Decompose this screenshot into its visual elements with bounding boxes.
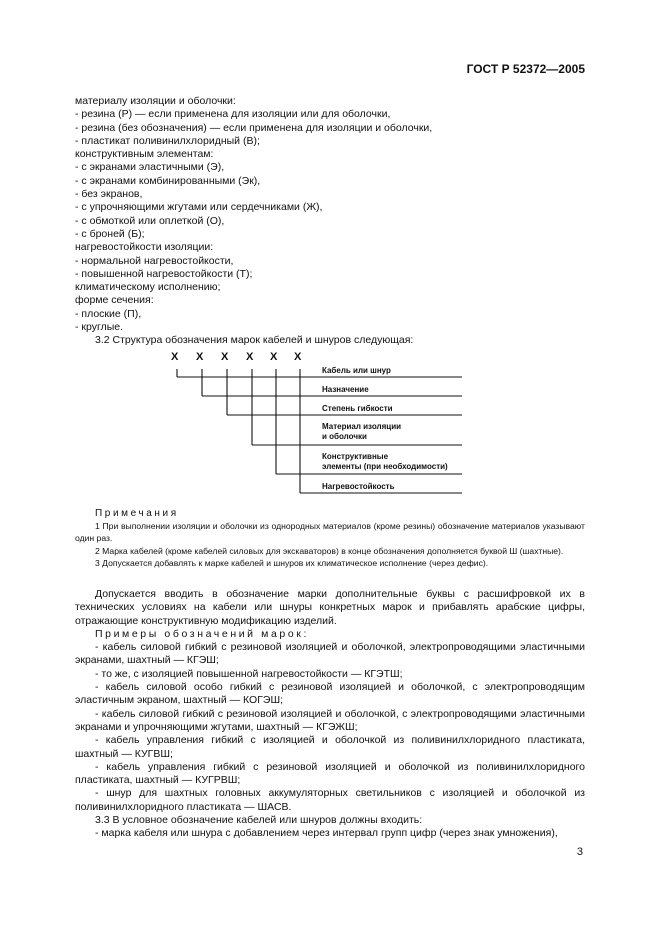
label-purpose: Назначение bbox=[322, 385, 369, 394]
list-line: - пластикат поливинилхлоридный (В); bbox=[75, 134, 260, 147]
document-code: ГОСТ Р 52372—2005 bbox=[466, 62, 585, 76]
list-line: конструктивным элементам: bbox=[75, 148, 214, 161]
list-line: - круглые. bbox=[75, 321, 124, 334]
example-item: - шнур для шахтных головных аккумуляторных светильников с изоляцией и оболочкой из поливинилхлоридного пластиката — ШАСВ. bbox=[75, 787, 585, 813]
label-flexibility: Степень гибкости bbox=[322, 404, 393, 413]
list-line: - плоские (П), bbox=[75, 307, 142, 320]
label-insulation-material: Материал изоляции и оболочки bbox=[322, 422, 402, 441]
note-item: 1 При выполнении изоляции и оболочки из однородных материалов (кроме резины) обозначение материалов указывают один раз. bbox=[75, 521, 585, 544]
list-line: нагревостойкости изоляции: bbox=[75, 241, 214, 254]
list-line: - нормальной нагревостойкости, bbox=[75, 254, 234, 267]
symbol-x: X bbox=[294, 351, 302, 363]
note-item: 2 Марка кабелей (кроме кабелей силовых для экскаваторов) в конце обозначения дополняется буквой Ш (шахтные). bbox=[95, 545, 564, 556]
notes-title: Примечания bbox=[95, 508, 179, 519]
symbol-x: X bbox=[221, 351, 229, 363]
additional-letters-paragraph: Допускается вводить в обозначение марки дополнительные буквы с расшифровкой их в технических условиях на кабели или шнуры конкретных марок и прибавлять арабские цифры, отражающие конструктивную модификацию изделий. bbox=[75, 588, 585, 627]
list-line: - с обмоткой или оплеткой (О), bbox=[75, 214, 225, 227]
section-3-3-heading: 3.3 В условное обозначение кабелей или шнуров должны входить: bbox=[95, 814, 423, 827]
list-line: форме сечения: bbox=[75, 294, 154, 307]
list-line: - резина (Р) — если применена для изоляции или для оболочки, bbox=[75, 108, 391, 121]
label-construction-elements: Конструктивные элементы (при необходимости) bbox=[322, 452, 448, 471]
section-3-3-item: - марка кабеля или шнура с добавлением через интервал групп цифр (через знак умножения), bbox=[95, 827, 558, 840]
section-3-2-heading: 3.2 Структура обозначения марок кабелей и шнуров следующая: bbox=[95, 334, 414, 347]
label-heat-resistance: Нагревостойкость bbox=[322, 482, 395, 491]
list-line: - резина (без обозначения) — если применена для изоляции и оболочки, bbox=[75, 121, 433, 134]
example-item: - кабель силовой особо гибкий с резиновой изоляцией и оболочкой, с электропроводящим эластичным экраном, шахтный — КОГЭШ; bbox=[75, 681, 585, 707]
diagram-lines bbox=[150, 350, 470, 500]
symbol-x: X bbox=[270, 351, 278, 363]
example-item: - то же, с изоляцией повышенной нагревостойкости — КГЭТШ; bbox=[95, 667, 403, 680]
notes-block bbox=[75, 508, 585, 569]
example-item: - кабель силовой гибкий с резиновой изоляцией и оболочкой, электропроводящими эластичными экранами, шахтный — КГЭШ; bbox=[75, 641, 585, 667]
list-line: - с упрочняющими жгутами или сердечниками (Ж), bbox=[75, 201, 323, 214]
list-line: - с броней (Б); bbox=[75, 227, 145, 240]
list-line: - с экранами комбинированными (Эк), bbox=[75, 174, 261, 187]
page-number: 3 bbox=[576, 846, 583, 858]
designation-structure-diagram bbox=[150, 350, 470, 500]
label-cable-or-cord: Кабель или шнур bbox=[322, 366, 391, 375]
symbol-x: X bbox=[246, 351, 254, 363]
examples-title: Примеры обозначений марок: bbox=[95, 627, 310, 640]
example-item: - кабель силовой гибкий с резиновой изоляцией и оболочкой, с электропроводящими эластичными экранами и упрочняющими жгутами, шахтный — КГЭЖШ; bbox=[75, 707, 585, 733]
main-body bbox=[75, 588, 585, 841]
list-line: климатическому исполнению; bbox=[75, 281, 221, 294]
example-item: - кабель управления гибкий с резиновой изоляцией и оболочкой из поливинилхлоридного пластиката, шахтный — КУГРВШ; bbox=[75, 760, 585, 787]
symbol-x: X bbox=[171, 351, 179, 363]
classification-list bbox=[75, 95, 585, 348]
list-line: - без экранов, bbox=[75, 188, 143, 201]
list-line: материалу изоляции и оболочки: bbox=[75, 95, 236, 107]
example-item: - кабель управления гибкий с изоляцией и оболочкой из поливинилхлоридного пластиката, шахтный — КУГВШ; bbox=[75, 734, 585, 760]
note-item: 3 Допускается добавлять к марке кабелей и шнуров их климатическое исполнение (через дефис). bbox=[95, 557, 489, 568]
list-line: - повышенной нагревостойкости (Т); bbox=[75, 267, 253, 280]
symbol-x: X bbox=[196, 351, 204, 363]
list-line: - с экранами эластичными (Э), bbox=[75, 161, 225, 174]
